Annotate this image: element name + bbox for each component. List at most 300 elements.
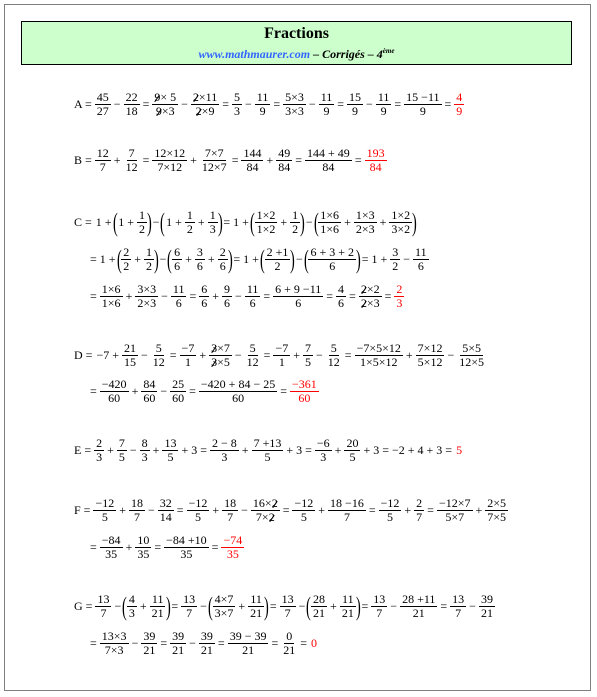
numerator: 39 [172,629,185,643]
fraction [209,342,232,369]
fraction [199,630,215,657]
numerator: −12 [294,496,314,510]
fraction [152,91,178,118]
numerator: 11 [415,245,427,259]
result-value: 0 [311,636,318,650]
operator: = [176,503,184,517]
fraction [347,91,363,118]
numerator: 0 [286,629,293,643]
numerator: −12 [188,496,208,510]
denominator: 1 [278,355,285,369]
operator: = [368,503,376,517]
operator: = [142,153,150,167]
denominator: 3×5 [211,355,230,369]
numerator: 6 [201,282,208,296]
denominator: 5 [305,355,312,369]
numerator: −84 [101,533,121,547]
operator: 1 + [118,215,135,229]
denominator: 7 [376,606,383,620]
denominator: 12×5 [459,355,485,369]
parenthesis: ( [122,591,127,621]
fraction [414,497,424,524]
denominator: 5 [300,510,307,524]
denominator: 9 [380,104,387,118]
exercise-b-line [74,147,388,174]
header-box [21,21,572,65]
numerator: 5 [155,341,162,355]
cancelled-factor: 2 [268,510,275,524]
fraction [340,593,356,620]
denominator: 2×3 [137,296,157,310]
cancelled-factor: 3 [211,341,218,355]
operator: = [231,153,239,167]
numerator: 13 [183,592,196,606]
fraction [135,534,151,561]
fraction [210,437,239,464]
parenthesis: ( [313,207,319,237]
denominator: 3 [209,222,216,236]
denominator: 21 [151,606,164,620]
fraction [273,283,323,310]
operator: − [234,348,242,362]
numerator: 39 [143,629,156,643]
operator: + [139,599,147,613]
fraction [404,91,441,118]
numerator: 144 [243,146,262,160]
numerator: 10 [137,533,150,547]
denominator: 3 [141,450,148,464]
operator: − [403,252,411,266]
cancelled-factor: 2 [195,104,202,118]
denominator: 6 [295,296,302,310]
denominator: 1 [184,355,191,369]
denominator: 1×6 [320,222,340,236]
numerator: 5 [330,341,337,355]
fraction [151,342,167,369]
operator: + [207,252,215,266]
denominator: 84 [322,160,335,174]
denominator: 6 [196,259,203,273]
denominator: 7 [416,510,423,524]
operator: − [469,599,476,613]
exercise-c-line [74,209,416,236]
numerator: 18 −16 [330,496,364,510]
fraction [255,91,271,118]
denominator: 6 [249,296,256,310]
operator: − [447,348,455,362]
numerator: 2×5 [487,496,507,510]
operator: = [295,153,303,167]
parenthesis: ( [112,207,118,237]
operator: + [199,348,207,362]
denominator: 6 [338,296,345,310]
cancelled-factor: 9 [155,104,162,118]
result-fraction [454,91,464,118]
fraction [308,246,356,273]
operator: = [337,97,345,111]
parenthesis: ( [207,591,213,621]
operator: = [189,289,197,303]
operator: − [114,599,122,613]
denominator: 7 [455,606,462,620]
numerator: 11 [377,90,390,104]
fraction [311,593,327,620]
operator: = [169,348,177,362]
parenthesis: ) [217,207,223,237]
operator: + [405,348,413,362]
exercise-label: G = [74,599,93,613]
denominator: 21 [283,643,296,657]
operator: + [113,153,121,167]
numerator: 3 [392,245,399,259]
denominator: 21 [143,643,156,657]
numerator: 18 [224,496,237,510]
numerator: 6 + 3 + 2 [310,245,355,259]
numerator: 11 [256,90,269,104]
operator: − [390,599,398,613]
operator: = 1 + [361,252,388,266]
exercise-f-line [74,497,509,524]
operator: − [140,348,148,362]
numerator: 16×2 [252,496,278,510]
denominator: 21 [480,606,493,620]
fraction [413,246,429,273]
fraction [172,246,182,273]
operator: = [90,540,97,554]
operator: 1 + [95,215,112,229]
fraction [283,91,306,118]
denominator: 2 [292,222,299,236]
operator: − [298,599,306,613]
fraction [371,593,387,620]
denominator: 21 [341,606,354,620]
fraction [100,378,129,405]
denominator: 2 [186,222,193,236]
fraction [290,209,300,236]
parenthesis: ) [355,244,361,274]
denominator: 5×12 [417,355,443,369]
denominator: 2 [123,259,130,273]
operator: = [154,540,162,554]
operator: − [113,97,121,111]
denominator: 7 [343,510,350,524]
fraction [100,630,129,657]
denominator: 12×7 [201,160,227,174]
fraction [187,497,210,524]
fraction [265,246,291,273]
denominator: 6 [224,296,231,310]
numerator: 7 +13 [253,436,282,450]
denominator: 21 [313,606,326,620]
operator: + 3 = [286,443,312,457]
fraction [208,209,218,236]
denominator: 12 [327,355,340,369]
fraction [344,437,360,464]
exercise-d-line [74,342,487,369]
fraction [100,283,123,310]
numerator: 4 [338,282,345,296]
exercise-e-line [74,437,464,464]
denominator: 84 [278,160,291,174]
numerator: −84 +10 [166,533,207,547]
numerator: 13 [452,592,465,606]
operator: = [171,599,179,613]
operator: − [235,289,242,303]
numerator: 1×6 [320,208,340,222]
fraction [195,246,205,273]
denominator: 27 [96,104,109,118]
numerator: −74 [223,533,243,547]
fraction [273,342,290,369]
fraction [181,593,197,620]
operator: + [266,153,274,167]
denominator: 5 [387,510,393,524]
operator: = [211,540,219,554]
operator: = [90,636,97,650]
operator: + [334,443,342,457]
fraction [162,437,178,464]
fraction [276,147,292,174]
numerator: 39 [200,629,213,643]
numerator: 7 [305,341,312,355]
exercise-c-line [74,283,405,310]
denominator: 35 [105,547,118,561]
numerator: 1×2 [391,208,411,222]
denominator: 3 [320,450,327,464]
operator: − [160,384,168,398]
denominator: 60 [108,391,121,405]
denominator: 6 [219,259,226,273]
exercise-label: A = [74,97,92,111]
numerator: 39 − 39 [229,629,267,643]
fraction [354,209,377,236]
fraction [100,534,123,561]
fraction [457,342,486,369]
fraction [326,342,342,369]
numerator: 12 [96,146,109,160]
numerator: 21 [123,341,136,355]
operator: + [238,599,246,613]
numerator: 11 [250,592,262,606]
fraction [200,147,229,174]
operator: + [330,599,337,613]
fraction [150,593,166,620]
fraction [170,630,186,657]
operator: − [189,636,196,650]
fraction [171,283,187,310]
numerator: 12×12 [154,146,186,160]
numerator: 2×2 [360,282,380,296]
denominator: 6 [329,259,336,273]
denominator: 60 [298,391,311,405]
operator: = [142,97,150,111]
operator: = [349,289,356,303]
exercise-f-line [74,534,245,561]
numerator: 8 [141,436,148,450]
numerator: 7×12 [417,341,443,355]
fraction [222,283,232,310]
numerator: 6 [174,245,181,259]
fraction [245,283,261,310]
operator: + 3 = −2 + 4 + 3 = [363,443,453,457]
operator: − [181,97,188,111]
denominator: 5 [194,510,201,524]
denominator: 7×5 [487,510,507,524]
denominator: 35 [180,547,193,561]
denominator: 6 [201,296,208,310]
numerator: −12 [95,496,115,510]
fraction [232,91,242,118]
operator: − [241,503,248,517]
numerator: −12×7 [438,496,471,510]
denominator: 9 [456,104,463,118]
denominator: 7 [227,510,234,524]
operator: − [148,503,155,517]
denominator: 2×3 [360,296,380,310]
fraction [379,497,402,524]
fraction [485,497,508,524]
numerator: −6 [316,436,330,450]
denominator: 1×5×12 [359,355,398,369]
operator: = [384,289,392,303]
operator: = [282,503,290,517]
numerator: 1 [209,208,216,222]
fraction [170,378,186,405]
denominator: 35 [226,547,239,561]
operator: = [90,384,97,398]
parenthesis: ( [167,244,173,274]
operator: = [354,153,362,167]
operator: = 1 + [233,252,259,266]
operator: + 3 = [181,443,207,457]
denominator: 60 [172,391,185,405]
result-fraction [365,147,387,174]
numerator: 2 [416,496,423,510]
denominator: 21 [200,643,213,657]
fraction [318,209,341,236]
denominator: 9 [259,104,266,118]
denominator: 3 [221,450,228,464]
exercise-a-line [74,91,465,118]
fraction [94,437,104,464]
operator: = [273,97,281,111]
operator: − [200,599,207,613]
denominator: 2×3 [355,222,375,236]
exercise-d-line [74,378,320,405]
fraction [199,283,209,310]
numerator: 32 [159,496,172,510]
numerator: −7×5×12 [356,341,401,355]
operator: + [152,443,160,457]
operator: − [131,636,139,650]
parenthesis: ( [249,207,255,237]
parenthesis: ) [355,591,361,621]
numerator: 11 [246,282,259,296]
fraction [389,209,412,236]
numerator: 5 [249,341,256,355]
fraction [245,342,261,369]
denominator: 3 [96,450,103,464]
denominator: 9 [352,104,359,118]
header-subtitle [22,43,571,62]
denominator: 21 [250,606,263,620]
operator: + [125,289,133,303]
fraction [479,593,495,620]
parenthesis: ( [160,207,166,237]
denominator: 9 [323,104,330,118]
fraction [180,342,197,369]
fraction [450,593,466,620]
operator: + [241,443,249,457]
operator: + [212,503,220,517]
operator: = 1 + [90,252,116,266]
numerator: 1 [186,208,193,222]
fraction [95,147,111,174]
result-value: 5 [456,443,463,457]
denominator: 3×2 [391,222,411,236]
site-link[interactable]: www.mathmaurer.com [198,47,311,61]
fraction [252,437,284,464]
parenthesis: ) [264,591,269,621]
operator: = [160,636,168,650]
denominator: 5 [118,450,125,464]
operator: + [293,348,301,362]
fraction [305,147,352,174]
denominator: 12 [246,355,259,369]
operator: = [217,636,225,650]
subtitle-text: – Corrigés – 4 [313,47,383,61]
denominator: 6 [174,259,181,273]
fraction [144,246,154,273]
numerator: 2×11 [192,90,218,104]
fraction [137,209,147,236]
numerator: 20 [346,436,359,450]
operator: + [318,503,326,517]
numerator: 1×2 [256,208,276,222]
operator: = [189,384,196,398]
numerator: 84 [143,377,156,391]
denominator: 7×2 [255,510,275,524]
operator: + [344,215,351,229]
parenthesis: ) [300,207,305,237]
operator: = [394,97,402,111]
numerator: 28 +11 [402,592,436,606]
operator: − [245,97,252,111]
denominator: 35 [137,547,150,561]
fraction [191,91,219,118]
denominator: 3 [234,104,241,118]
numerator: 11 [151,592,164,606]
fraction [355,342,403,369]
numerator: 2 [96,436,103,450]
operator: − [366,97,373,111]
cancelled-factor: 3 [211,355,218,369]
denominator: 7 [186,606,193,620]
numerator: 2 +1 [266,245,289,259]
numerator: 5×5 [462,341,482,355]
denominator: 2 [139,222,146,236]
fraction [280,593,296,620]
numerator: 22 [125,90,138,104]
operator: + [134,252,141,266]
operator: = [269,599,277,613]
numerator: 13×3 [101,629,127,643]
fraction [213,593,236,620]
parenthesis: ) [165,591,171,621]
fraction [218,246,228,273]
fraction [222,497,238,524]
denominator: 2 [146,259,152,273]
